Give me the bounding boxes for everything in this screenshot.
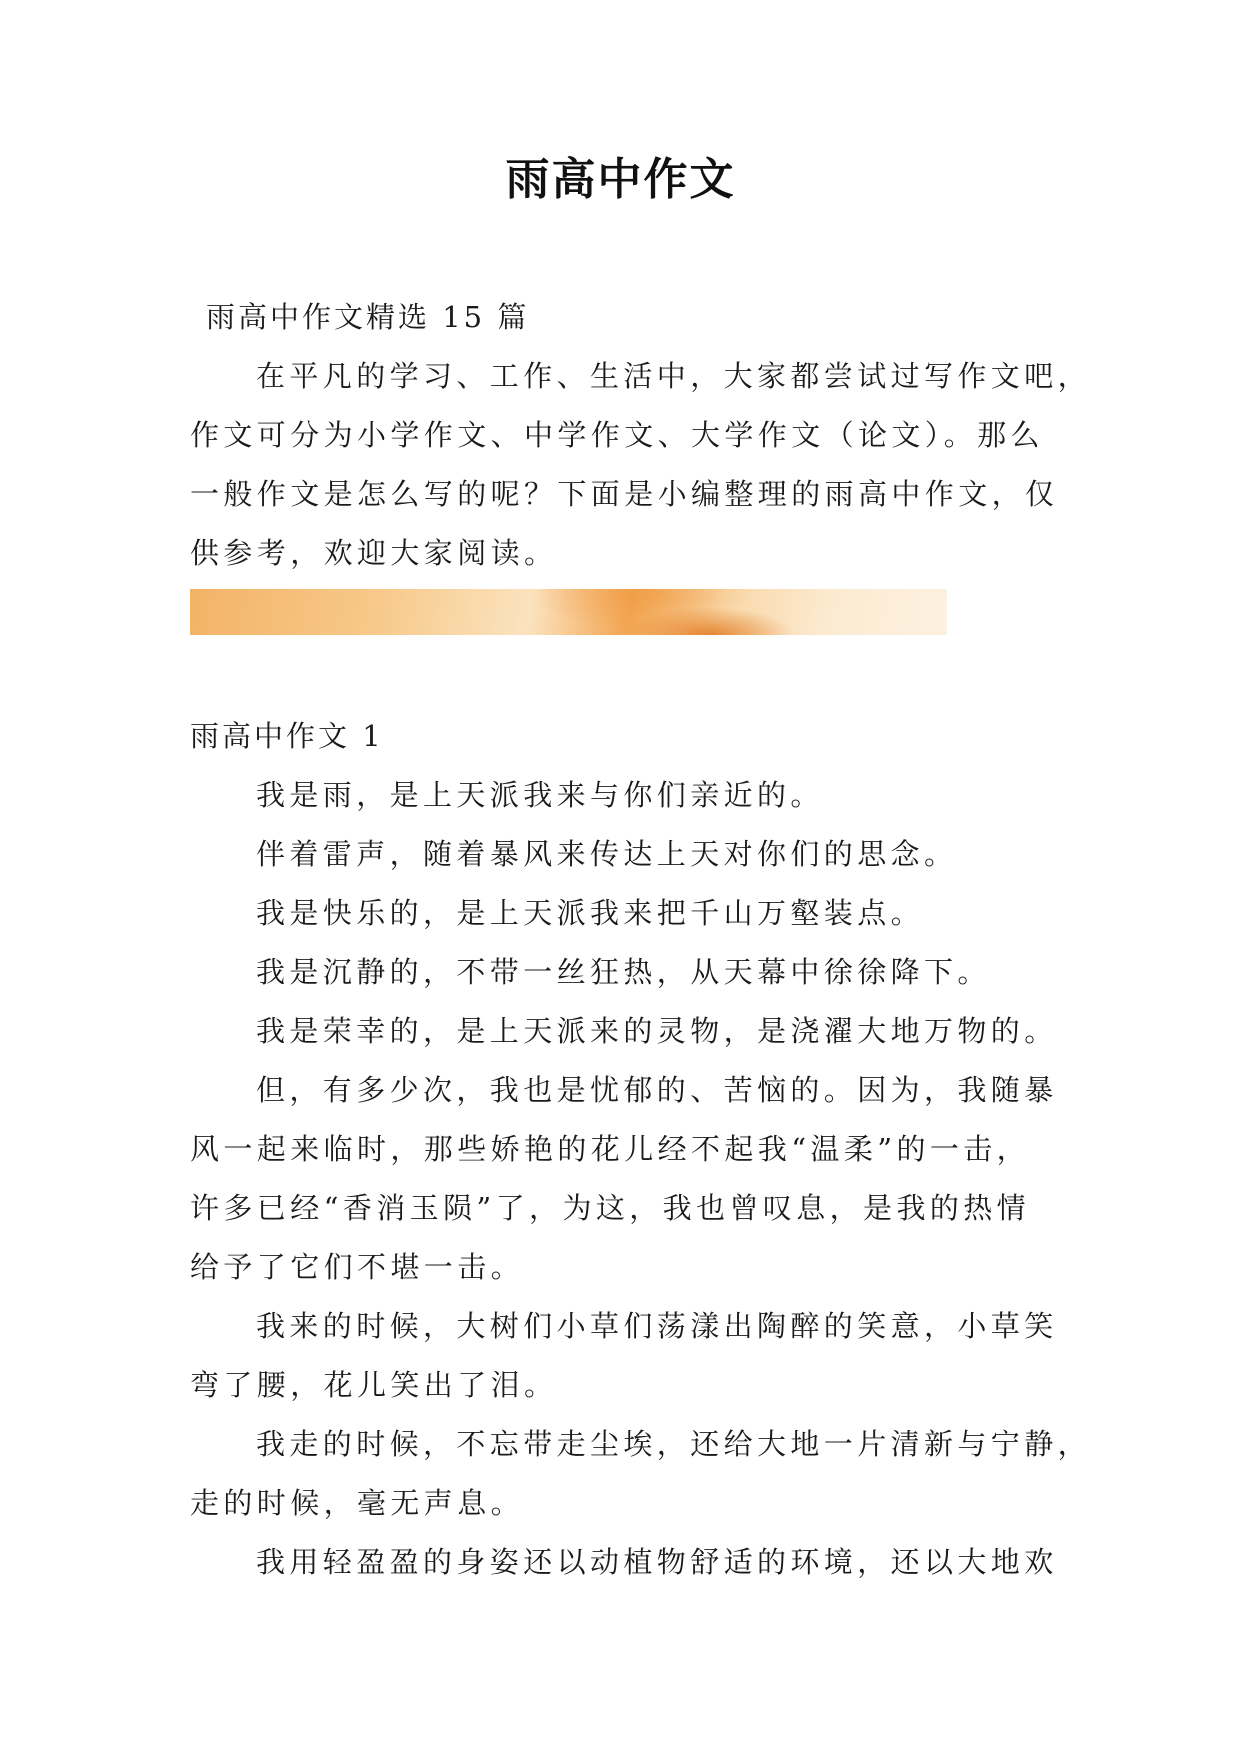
spacer [190,635,1070,707]
body-paragraph-line: 走的时候，毫无声息。 [190,1486,525,1520]
intro-paragraph-line: 供参考，欢迎大家阅读。 [190,536,558,570]
body-paragraph-line: 我是雨，是上天派我来与你们亲近的。 [256,778,824,812]
body-paragraph-line: 我走的时候，不忘带走尘埃，还给大地一片清新与宁静， [256,1427,1092,1461]
document-content [190,288,1092,1592]
document-title: 雨高中作文 [505,154,736,205]
body-paragraph-line: 风一起来临时，那些娇艳的花儿经不起我“温柔”的一击， [190,1132,1031,1166]
body-paragraph-line: 给予了它们不堪一击。 [190,1250,525,1284]
intro-paragraph-line: 一般作文是怎么写的呢？下面是小编整理的雨高中作文，仅 [190,477,1059,511]
body-paragraph-line: 我是沉静的，不带一丝狂热，从天幕中徐徐降下。 [256,955,991,989]
body-paragraph-line: 我用轻盈盈的身姿还以动植物舒适的环境，还以大地欢 [256,1545,1058,1579]
body-paragraph-line: 但，有多少次，我也是忧郁的、苦恼的。因为，我随暴 [256,1073,1058,1107]
document-subtitle: 雨高中作文精选 15 篇 [206,300,530,334]
intro-paragraph-line: 在平凡的学习、工作、生活中，大家都尝试过写作文吧， [256,359,1092,393]
body-paragraph-line: 伴着雷声，随着暴风来传达上天对你们的思念。 [256,837,958,871]
section-heading: 雨高中作文 1 [190,719,384,753]
body-paragraph-line: 弯了腰，花儿笑出了泪。 [190,1368,558,1402]
body-paragraph-line: 我是快乐的，是上天派我来把千山万壑装点。 [256,896,925,930]
decorative-banner-image [190,589,947,635]
intro-paragraph-line: 作文可分为小学作文、中学作文、大学作文（论文）。那么 [190,418,1044,452]
body-paragraph-line: 我是荣幸的，是上天派来的灵物，是浇濯大地万物的。 [256,1014,1058,1048]
body-paragraph-line: 我来的时候，大树们小草们荡漾出陶醉的笑意，小草笑 [256,1309,1058,1343]
body-paragraph-line: 许多已经“香消玉陨”了，为这，我也曾叹息，是我的热情 [190,1191,1031,1225]
